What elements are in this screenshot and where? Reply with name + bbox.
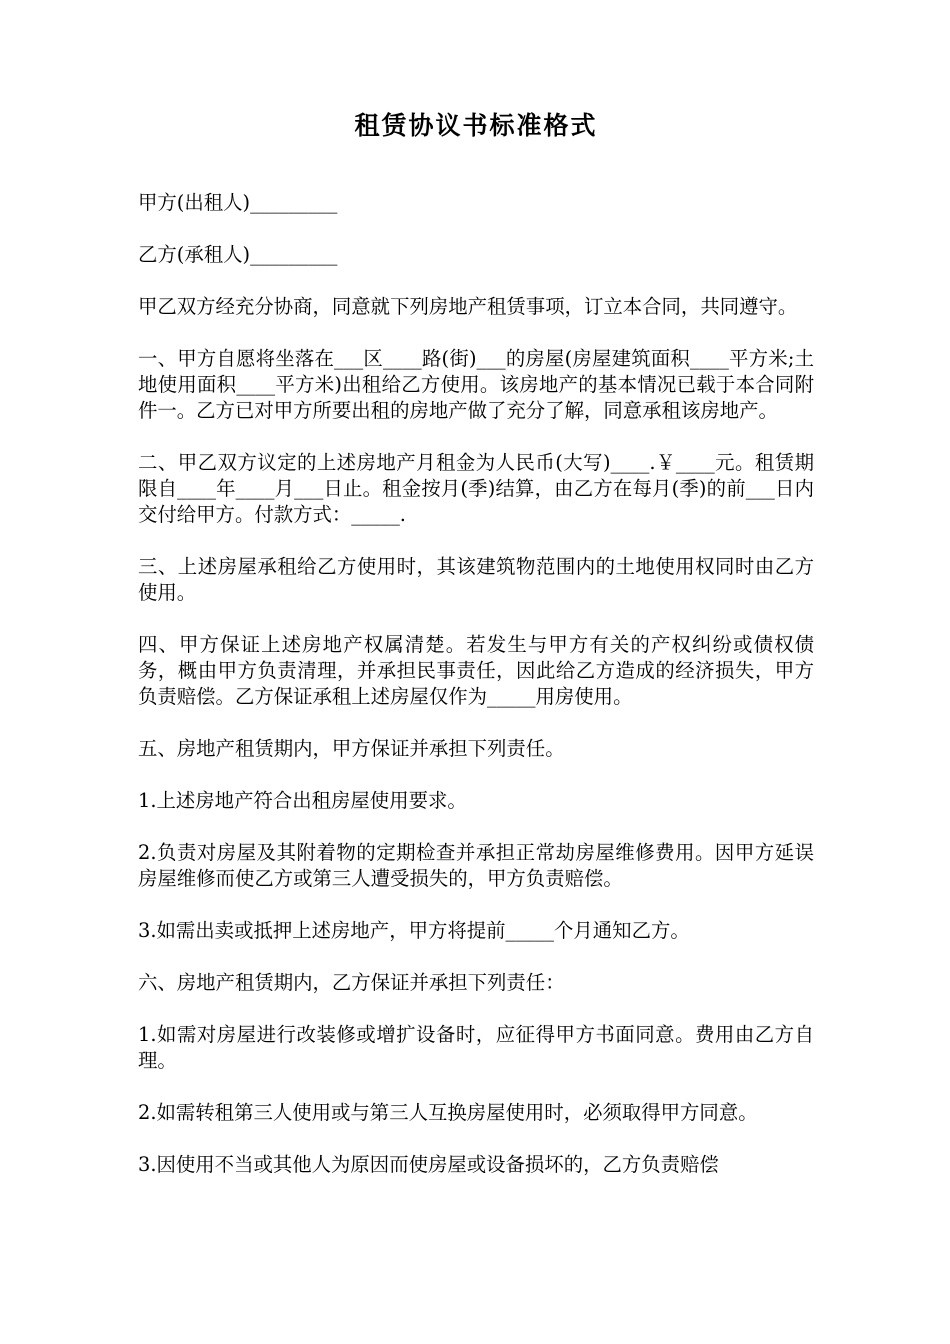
- clause-4-paragraph: 四、甲方保证上述房地产权属清楚。若发生与甲方有关的产权纠纷或债权债务，概由甲方负责清理，并承担民事责任，因此给乙方造成的经济损失，甲方负责赔偿。乙方保证承租上述房屋仅作为_____用房使用。: [138, 633, 814, 708]
- document-title: 租赁协议书标准格式: [354, 111, 598, 140]
- document-body: [138, 190, 814, 1178]
- clause-6-item-1: 1.如需对房屋进行改装修或增扩设备时，应征得甲方书面同意。费用由乙方自理。: [138, 1023, 814, 1072]
- clause-6-heading: 六、房地产租赁期内，乙方保证并承担下列责任：: [138, 971, 565, 994]
- preamble-paragraph: 甲乙双方经充分协商，同意就下列房地产租赁事项，订立本合同，共同遵守。: [138, 295, 798, 318]
- clause-5-item-3: 3.如需出卖或抵押上述房地产，甲方将提前_____个月通知乙方。: [138, 919, 690, 942]
- party-a-line: 甲方(出租人)_________: [138, 191, 338, 214]
- party-b-line: 乙方(承租人)_________: [138, 243, 338, 266]
- document-page: [138, 0, 814, 1204]
- clause-2-paragraph: 二、甲乙双方议定的上述房地产月租金为人民币(大写)____.￥____元。租赁期限自____年____月___日止。租金按月(季)结算，由乙方在每月(季)的前___日内交付给甲方。付款方式：_____.: [138, 451, 814, 526]
- clause-5-item-1: 1.上述房地产符合出租房屋使用要求。: [138, 789, 467, 812]
- clause-3-paragraph: 三、上述房屋承租给乙方使用时，其该建筑物范围内的土地使用权同时由乙方使用。: [138, 555, 814, 604]
- clause-1-paragraph: 一、甲方自愿将坐落在___区____路(街)___的房屋(房屋建筑面积____平方米;土地使用面积____平方米)出租给乙方使用。该房地产的基本情况已载于本合同附件一。乙方已对甲方所要出租的房地产做了充分了解，同意承租该房地产。: [138, 347, 814, 422]
- clause-5-heading: 五、房地产租赁期内，甲方保证并承担下列责任。: [138, 737, 565, 760]
- clause-6-item-3: 3.因使用不当或其他人为原因而使房屋或设备损坏的，乙方负责赔偿: [138, 1153, 719, 1176]
- clause-5-item-2: 2.负责对房屋及其附着物的定期检查并承担正常劫房屋维修费用。因甲方延误房屋维修而使乙方或第三人遭受损失的，甲方负责赔偿。: [138, 841, 814, 890]
- clause-6-item-2: 2.如需转租第三人使用或与第三人互换房屋使用时，必须取得甲方同意。: [138, 1101, 758, 1124]
